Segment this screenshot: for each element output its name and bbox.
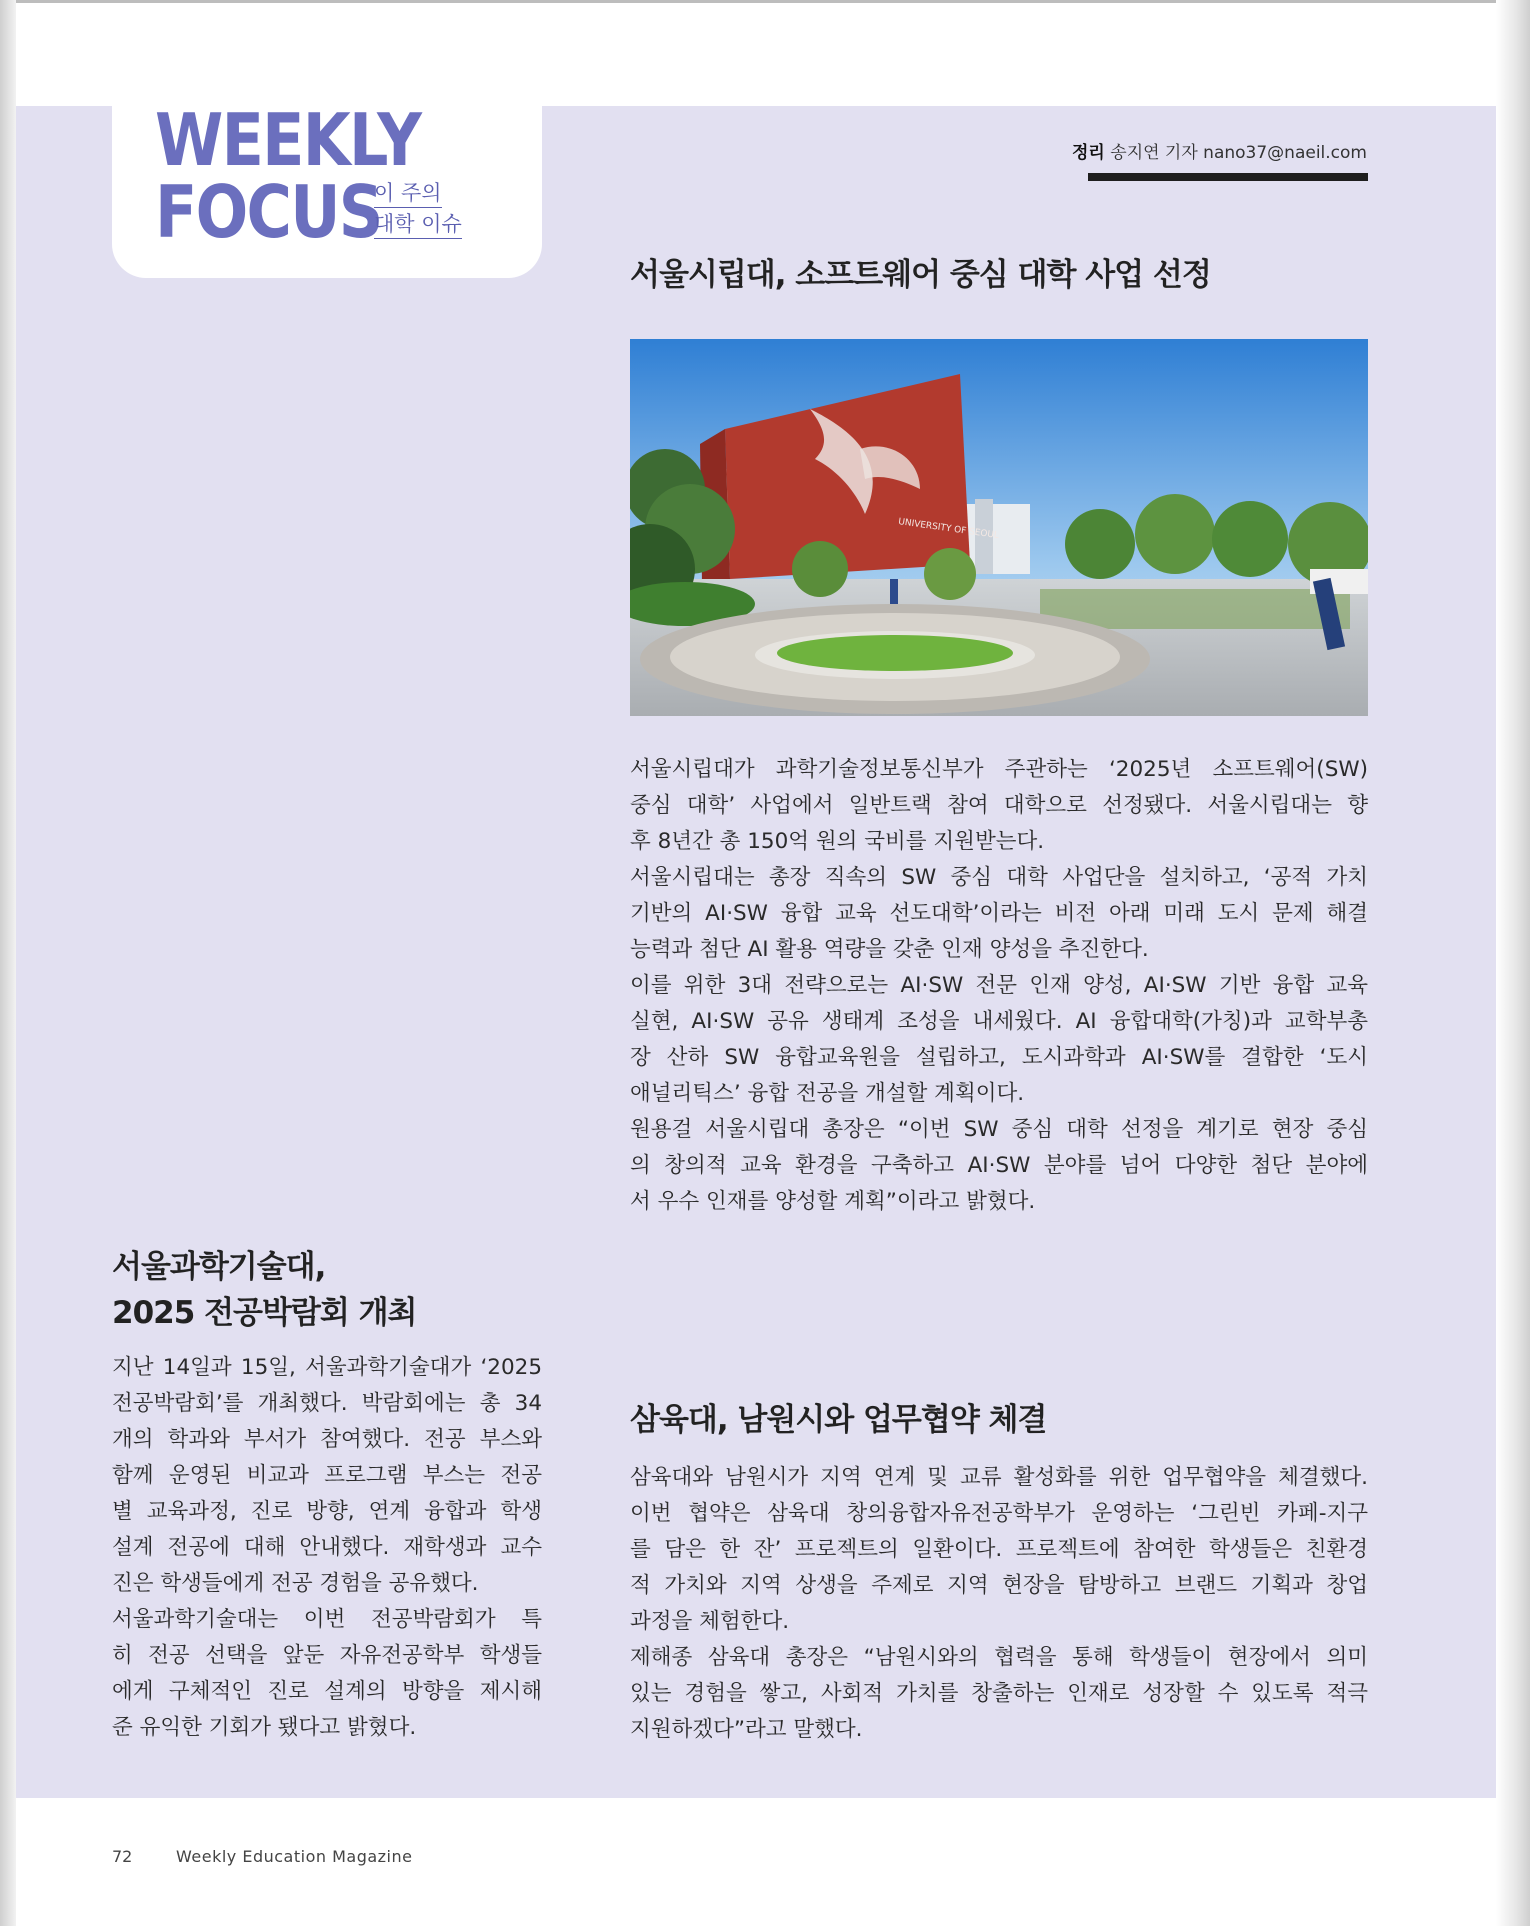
article1-line: 원용걸 서울시립대 총장은 “이번 SW 중심 대학 선정을 계기로 현장 중심: [630, 1117, 1368, 1142]
article1-line: 후 8년간 총 150억 원의 국비를 지원받는다.: [630, 829, 1045, 854]
article1-line: 능력과 첨단 AI 활용 역량을 갖춘 인재 양성을 추진한다.: [630, 937, 1149, 962]
photo-building-sign: UNIVERSITY OF SEOUL: [897, 517, 1000, 542]
article2-line: 전공박람회’를 개최했다. 박람회에는 총 34: [112, 1391, 542, 1416]
campus-photo-illustration: [630, 339, 1368, 716]
byline-label: 정리: [1072, 143, 1105, 163]
article2-line: 지난 14일과 15일, 서울과학기술대가 ‘2025: [112, 1355, 542, 1380]
article2-line: 에게 구체적인 진로 설계의 방향을 제시해: [112, 1679, 542, 1704]
campus-photo: [630, 339, 1368, 716]
article1-line: 기반의 AI·SW 융합 교육 선도대학’이라는 비전 아래 미래 도시 문제 해결: [630, 901, 1368, 926]
article1-line: 중심 대학’ 사업에서 일반트랙 참여 대학으로 선정됐다. 서울시립대는 향: [630, 793, 1368, 818]
page-number: 72: [112, 1847, 133, 1866]
article3-line: 지원하겠다”라고 말했다.: [630, 1717, 863, 1742]
article1-body: [630, 752, 1368, 1220]
article2-body: [112, 1350, 542, 1746]
logo-weekly: WEEKLY: [155, 98, 421, 182]
article3-line: 있는 경험을 쌓고, 사회적 가치를 창출하는 인재로 성장할 수 있도록 적극: [630, 1681, 1368, 1706]
article1-line: 서울시립대는 총장 직속의 SW 중심 대학 사업단을 설치하고, ‘공적 가치: [630, 865, 1368, 890]
article3-line: 과정을 체험한다.: [630, 1609, 790, 1634]
article1-title: 서울시립대, 소프트웨어 중심 대학 사업 선정: [630, 257, 1211, 293]
article3-body: [630, 1460, 1368, 1748]
page-edge-left: [0, 0, 16, 1926]
article3-line: 이번 협약은 삼육대 창의융합자유전공학부가 운영하는 ‘그린빈 카페-지구: [630, 1501, 1368, 1526]
logo-focus: FOCUS: [155, 170, 382, 254]
byline-rule: [1088, 173, 1368, 181]
article2-line: 개의 학과와 부서가 참여했다. 전공 부스와: [112, 1427, 542, 1452]
article1-line: 서울시립대가 과학기술정보통신부가 주관하는 ‘2025년 소프트웨어(SW): [630, 757, 1368, 782]
magazine-name: Weekly Education Magazine: [176, 1847, 413, 1866]
article3-line: 적 가치와 지역 상생을 주제로 지역 현장을 탐방하고 브랜드 기획과 창업: [630, 1573, 1368, 1598]
article3-line: 를 담은 한 잔’ 프로젝트의 일환이다. 프로젝트에 참여한 학생들은 친환경: [630, 1537, 1368, 1562]
article1-line: 의 창의적 교육 환경을 구축하고 AI·SW 분야를 넘어 다양한 첨단 분야에: [630, 1153, 1368, 1178]
article1-line: 애널리틱스’ 융합 전공을 개설할 계획이다.: [630, 1081, 1025, 1106]
page-edge-top: [0, 0, 1530, 3]
article3-line: 제해종 삼육대 총장은 “남원시와의 협력을 통해 학생들이 현장에서 의미: [630, 1645, 1368, 1670]
article2-line: 별 교육과정, 진로 방향, 연계 융합과 학생: [112, 1499, 542, 1524]
article3-line: 삼육대와 남원시가 지역 연계 및 교류 활성화를 위한 업무협약을 체결했다.: [630, 1465, 1368, 1490]
article2-line: 준 유익한 기회가 됐다고 밝혔다.: [112, 1715, 417, 1740]
article2-title: [112, 1244, 417, 1336]
article2-line: 서울과학기술대는 이번 전공박람회가 특: [112, 1607, 542, 1632]
article2-title-line2: 2025 전공박람회 개최: [112, 1295, 417, 1331]
article2-line: 설계 전공에 대해 안내했다. 재학생과 교수: [112, 1535, 542, 1560]
article2-line: 진은 학생들에게 전공 경험을 공유했다.: [112, 1571, 479, 1596]
article1-line: 실현, AI·SW 공유 생태계 조성을 내세웠다. AI 융합대학(가칭)과 교학부총: [630, 1009, 1368, 1034]
article1-line: 서 우수 인재를 양성할 계획”이라고 밝혔다.: [630, 1189, 1036, 1214]
byline-text: 송지연 기자 nano37@naeil.com: [1110, 143, 1367, 163]
logo-subtitle-line2: 대학 이슈: [374, 211, 462, 239]
article1-line: 장 산하 SW 융합교육원을 설립하고, 도시과학과 AI·SW를 결합한 ‘도시: [630, 1045, 1368, 1070]
article1-line: 이를 위한 3대 전략으로는 AI·SW 전문 인재 양성, AI·SW 기반 융합 교육: [630, 973, 1368, 998]
page-edge-right: [1496, 0, 1530, 1926]
byline: [1072, 142, 1367, 164]
article2-title-line1: 서울과학기술대,: [112, 1249, 326, 1285]
logo-subtitle-line1: 이 주의: [374, 180, 442, 208]
article3-title: 삼육대, 남원시와 업무협약 체결: [630, 1402, 1047, 1438]
article2-line: 함께 운영된 비교과 프로그램 부스는 전공: [112, 1463, 542, 1488]
article2-line: 히 전공 선택을 앞둔 자유전공학부 학생들: [112, 1643, 542, 1668]
